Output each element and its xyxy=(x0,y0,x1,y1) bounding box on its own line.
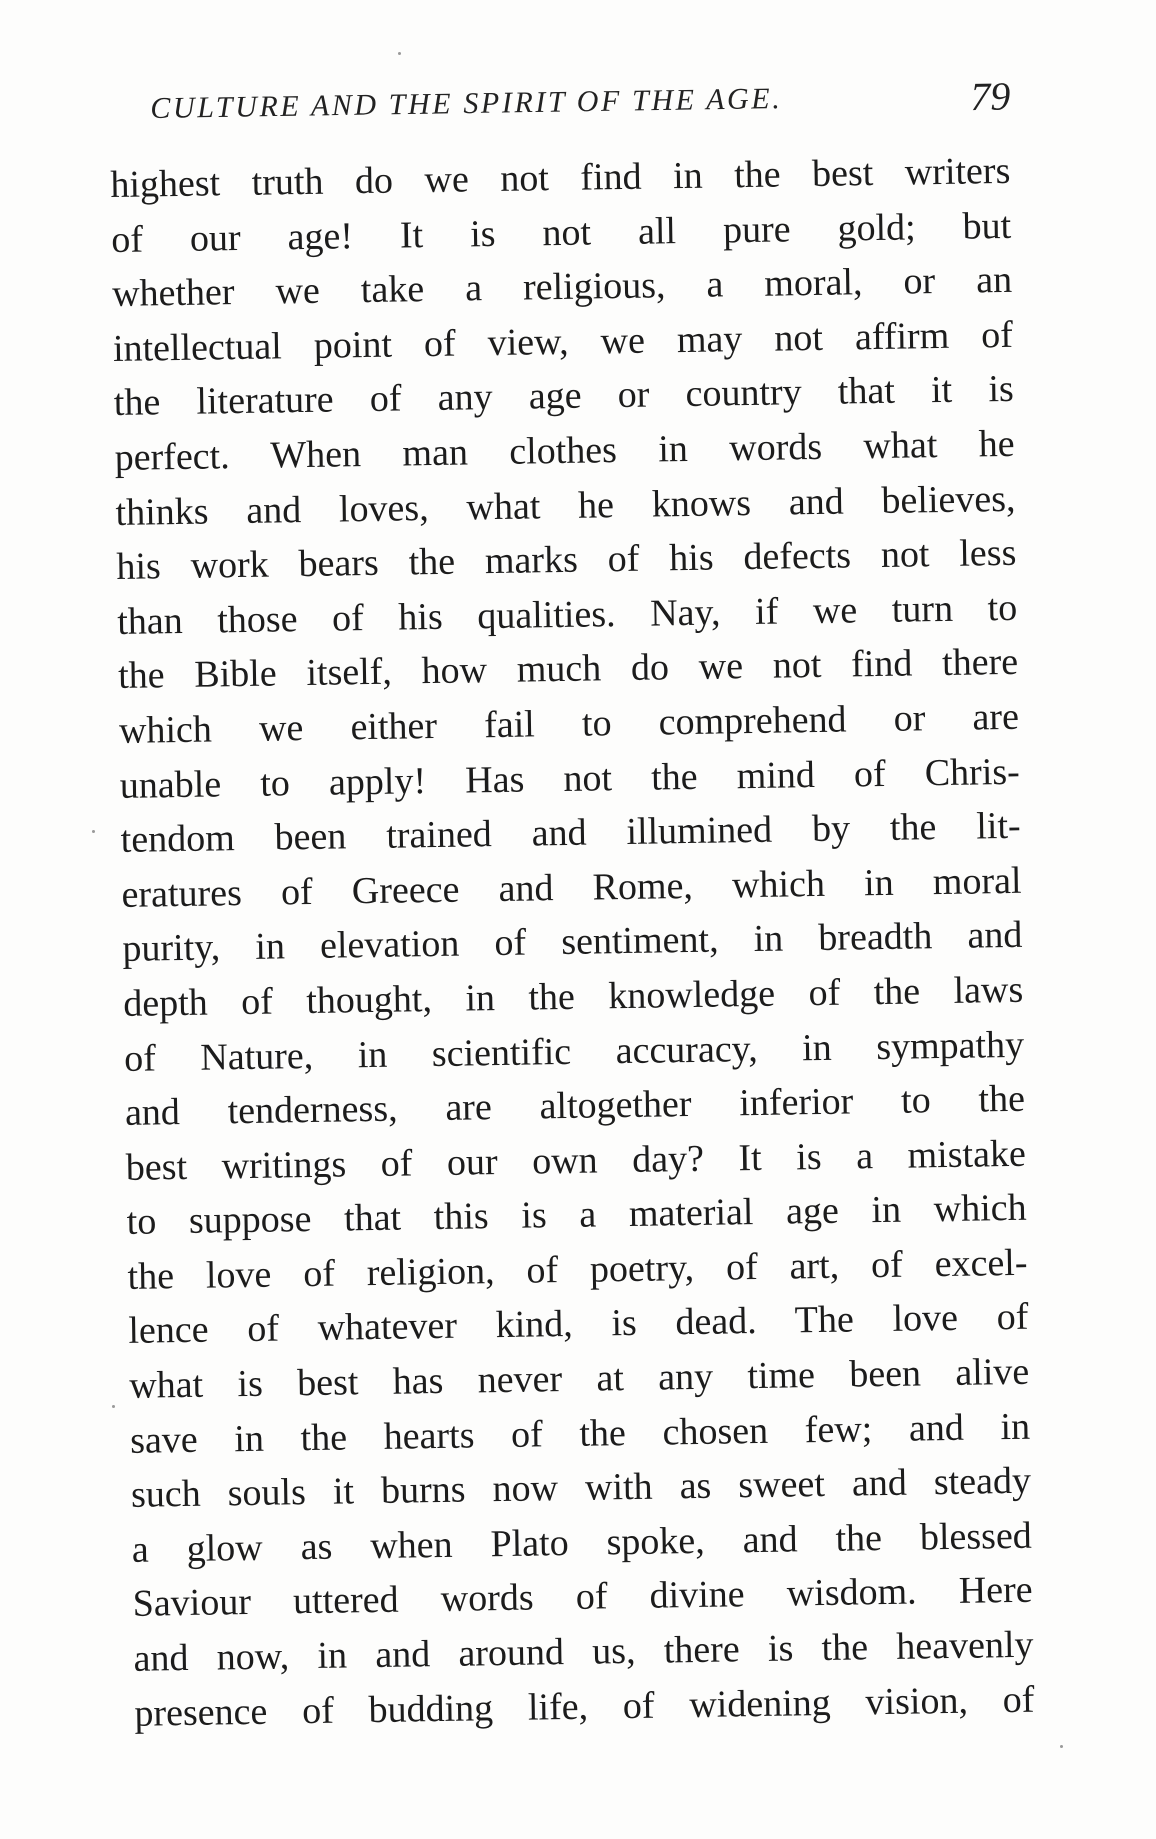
text-line: eratures of Greece and Rome, which in moral xyxy=(121,859,1022,916)
text-line: highest truth do we not find in the best writers xyxy=(110,149,1011,206)
text-line: the Bible itself, how much do we not find there xyxy=(117,641,1019,698)
text-line: intellectual point of view, we may not affirm of xyxy=(112,313,1014,370)
text-line: presence of budding life, of widening vision, of xyxy=(134,1678,1035,1735)
text-line: thinks and loves, what he knows and believes, xyxy=(115,477,1016,534)
running-title: CULTURE AND THE SPIRIT OF THE AGE. xyxy=(150,82,783,125)
text-line: save in the hearts of the chosen few; and in xyxy=(129,1405,1031,1462)
page-number: 79 xyxy=(969,73,1011,120)
text-line: a glow as when Plato spoke, and the blessed xyxy=(131,1514,1033,1571)
text-line: his work bears the marks of his defects not less xyxy=(116,531,1017,589)
text-line: whether we take a religious, a moral, or an xyxy=(111,259,1013,316)
text-line: best writings of our own day? It is a mistake xyxy=(125,1132,1027,1189)
text-line: to suppose that this is a material age in which xyxy=(126,1187,1027,1244)
text-line: the literature of any age or country that it is xyxy=(113,368,1015,425)
text-line: unable to apply! Has not the mind of Chris- xyxy=(119,750,1021,807)
text-line: lence of whatever kind, is dead. The love of xyxy=(128,1296,1029,1353)
paper-speck xyxy=(398,52,401,55)
text-line: and tenderness, are altogether inferior to the xyxy=(124,1077,1026,1134)
text-line: purity, in elevation of sentiment, in breadth and xyxy=(122,914,1023,971)
paper-speck xyxy=(112,1405,115,1408)
paper-speck xyxy=(1060,1745,1063,1748)
text-line: of Nature, in scientific accuracy, in sympathy xyxy=(123,1023,1025,1080)
paper-speck xyxy=(92,830,95,833)
body-text xyxy=(110,144,1035,1741)
text-line: than those of his qualities. Nay, if we turn to xyxy=(116,586,1018,643)
text-line: depth of thought, in the knowledge of the laws xyxy=(122,968,1024,1025)
text-line: what is best has never at any time been alive xyxy=(128,1350,1030,1407)
text-line: Saviour uttered words of divine wisdom. Here xyxy=(132,1569,1033,1626)
text-line: the love of religion, of poetry, of art, of excel- xyxy=(127,1241,1028,1298)
text-line: which we either fail to comprehend or are xyxy=(118,695,1020,752)
text-line: of our age! It is not all pure gold; but xyxy=(110,204,1012,261)
running-header xyxy=(150,72,1021,136)
text-line: and now, in and around us, there is the heavenly xyxy=(133,1623,1034,1680)
text-line: such souls it burns now with as sweet and steady xyxy=(130,1459,1032,1517)
text-line: tendom been trained and illumined by the lit- xyxy=(120,804,1021,862)
text-line: perfect. When man clothes in words what he xyxy=(114,422,1015,479)
